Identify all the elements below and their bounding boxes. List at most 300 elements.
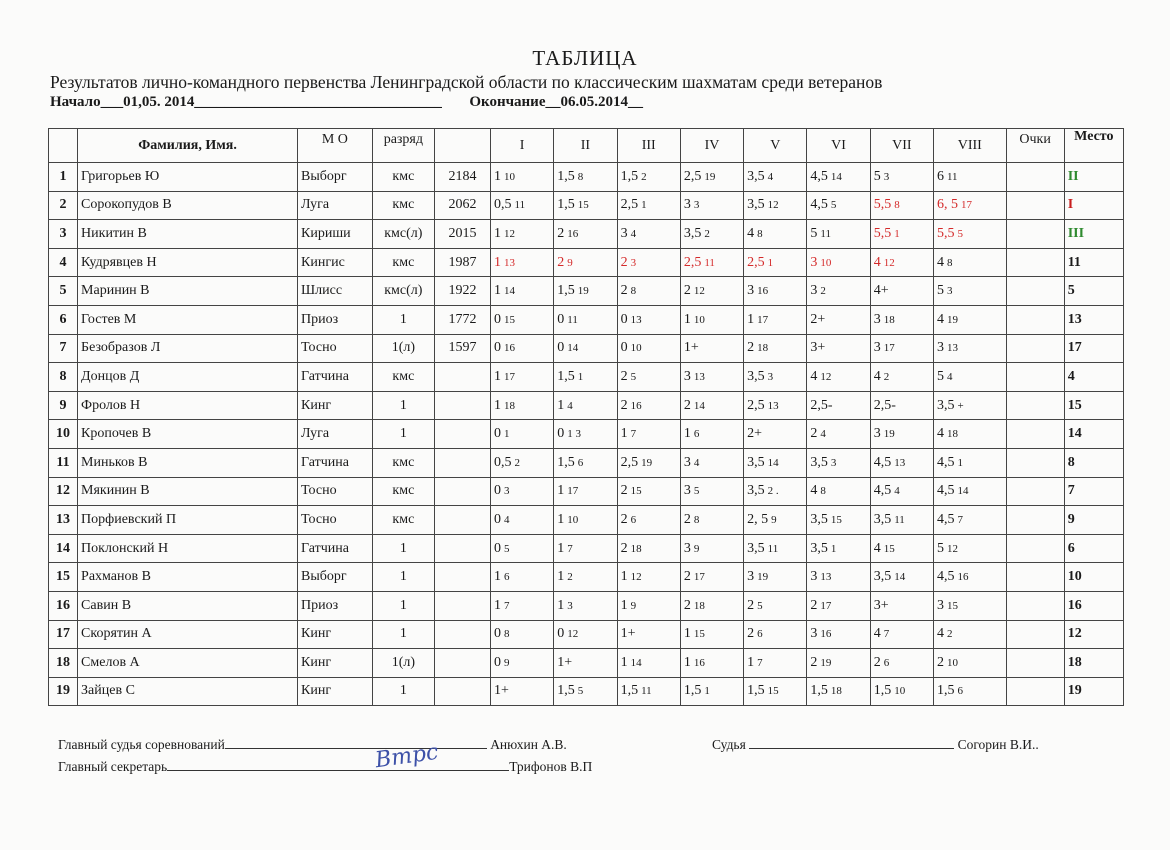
round-opponent: 1 (767, 256, 774, 269)
row-number: 19 (49, 677, 78, 706)
round-result (933, 620, 1006, 649)
round-result (491, 163, 554, 192)
round-score: 6 (936, 168, 944, 184)
round-score: 3+ (873, 597, 889, 613)
round-result (933, 534, 1006, 563)
round-result (870, 363, 933, 392)
header-round-2: II (554, 129, 617, 163)
round-result (870, 649, 933, 678)
table-row (49, 191, 1124, 220)
round-score: 0 (620, 340, 628, 356)
header-round-4: IV (680, 129, 743, 163)
round-opponent: 7 (504, 599, 510, 612)
round-result (807, 563, 870, 592)
round-score: 1 (494, 569, 501, 585)
round-result (744, 506, 807, 535)
header-num (49, 129, 78, 163)
player-points (1006, 191, 1064, 220)
round-result (680, 334, 743, 363)
round-opponent: 8 (504, 628, 510, 641)
round-opponent: 7 (883, 628, 890, 641)
round-score: 0 (494, 626, 501, 642)
table-row (49, 649, 1124, 678)
player-name: Миньков В (78, 448, 298, 477)
round-result (933, 448, 1006, 477)
round-score: 2 (683, 283, 691, 299)
row-number: 12 (49, 477, 78, 506)
round-score: 2 (620, 283, 628, 299)
round-score: 2,5 (683, 168, 702, 184)
secretary-label: Главный секретарь (58, 759, 168, 774)
doc-subtitle: Результатов лично-командного первенства Ленинградской области по классическим шахматам среди ветеранов (50, 72, 883, 92)
judge-label: Судья (712, 737, 746, 752)
round-score: 1 (620, 569, 628, 585)
round-score: 4,5 (810, 197, 828, 213)
round-opponent: 5 (830, 199, 837, 212)
round-score: 0 (557, 340, 565, 356)
round-opponent: 15 (946, 599, 958, 612)
round-opponent: 18 (757, 342, 769, 355)
round-result (491, 420, 554, 449)
round-result (680, 563, 743, 592)
end-label: Окончание (469, 94, 546, 110)
round-score: 2 (557, 254, 565, 270)
round-result (933, 477, 1006, 506)
round-result (554, 191, 617, 220)
player-mo: Кириши (298, 220, 373, 249)
player-rank: кмс (372, 506, 434, 535)
round-result (554, 620, 617, 649)
player-mo: Кинг (298, 649, 373, 678)
player-rank: 1 (372, 620, 434, 649)
round-score: 2,5 (747, 397, 765, 413)
round-result (617, 677, 680, 706)
round-score: 2 (620, 397, 628, 413)
round-opponent: 8 (630, 285, 637, 298)
round-score: 3 (747, 569, 755, 585)
round-result (933, 305, 1006, 334)
player-rating (434, 477, 490, 506)
player-place: 15 (1064, 391, 1123, 420)
round-result (554, 677, 617, 706)
round-score: 2 (873, 654, 881, 670)
round-result (617, 448, 680, 477)
round-result (933, 420, 1006, 449)
player-points (1006, 677, 1064, 706)
round-result (491, 248, 554, 277)
round-result (680, 391, 743, 420)
round-opponent: 15 (630, 485, 642, 498)
player-place: III (1064, 220, 1123, 249)
round-score: 2,5 (620, 197, 639, 213)
round-result (680, 534, 743, 563)
round-result (491, 220, 554, 249)
round-opponent: 12 (630, 571, 642, 584)
round-score: 3 (810, 626, 818, 642)
round-score: 3,5 (810, 511, 828, 527)
row-number: 10 (49, 420, 78, 449)
round-score: 2 (936, 654, 944, 670)
end-date: 06.05.2014 (560, 94, 628, 110)
round-score: 2+ (810, 311, 826, 327)
round-score: 0,5 (494, 197, 512, 213)
round-score: 3 (873, 340, 881, 356)
round-opponent: 16 (820, 628, 832, 641)
round-result (807, 620, 870, 649)
round-result (491, 563, 554, 592)
player-points (1006, 620, 1064, 649)
round-score: 0 (557, 426, 565, 442)
round-result (554, 305, 617, 334)
round-result (491, 477, 554, 506)
round-score: 0,5 (494, 454, 512, 470)
round-score: 1 (557, 511, 565, 527)
row-number: 18 (49, 649, 78, 678)
round-result (491, 677, 554, 706)
round-result (870, 477, 933, 506)
player-mo: Гатчина (298, 363, 373, 392)
round-result (617, 477, 680, 506)
round-score: 1 (494, 283, 501, 299)
round-result (807, 220, 870, 249)
player-place: 12 (1064, 620, 1123, 649)
round-score: 5 (936, 368, 944, 384)
round-opponent: 3 (504, 485, 510, 498)
player-name: Кудрявцев Н (78, 248, 298, 277)
round-score: 2 (683, 397, 691, 413)
round-result (807, 534, 870, 563)
round-opponent: 7 (630, 428, 637, 441)
round-result (744, 620, 807, 649)
player-points (1006, 334, 1064, 363)
round-score: 1,5 (683, 683, 702, 699)
round-result (617, 191, 680, 220)
secretary-signature: Втрс (373, 739, 440, 774)
round-opponent: 11 (514, 199, 526, 212)
secretary-line (58, 759, 592, 775)
round-opponent: 17 (883, 342, 895, 355)
round-opponent: 1 (504, 428, 510, 441)
round-result (870, 248, 933, 277)
round-result (491, 448, 554, 477)
round-opponent: 16 (957, 571, 969, 584)
player-place: 10 (1064, 563, 1123, 592)
round-result (680, 191, 743, 220)
round-score: 1,5 (557, 454, 575, 470)
round-result (554, 420, 617, 449)
row-number: 6 (49, 305, 78, 334)
player-mo: Кинг (298, 677, 373, 706)
round-opponent: 5 (693, 485, 700, 498)
round-opponent: 11 (946, 170, 958, 183)
round-score: 4 (810, 483, 818, 499)
player-rank: кмс(л) (372, 220, 434, 249)
round-result (870, 277, 933, 306)
round-result (870, 677, 933, 706)
round-score: 2,5- (873, 397, 896, 413)
round-opponent: 1 (641, 199, 647, 212)
round-opponent: 18 (830, 685, 842, 698)
round-opponent: 11 (704, 256, 715, 269)
round-score: 4,5 (936, 483, 955, 499)
round-result (554, 591, 617, 620)
round-score: 0 (494, 511, 501, 527)
player-name: Поклонский Н (78, 534, 298, 563)
round-opponent: 4 (820, 428, 826, 441)
round-result (680, 477, 743, 506)
round-score: 1 (494, 397, 501, 413)
round-opponent: 4 (630, 227, 637, 240)
round-score: 1 (620, 654, 628, 670)
player-points (1006, 591, 1064, 620)
round-score: 4,5 (936, 511, 955, 527)
table-row (49, 363, 1124, 392)
row-number: 4 (49, 248, 78, 277)
round-opponent: 8 (757, 227, 763, 240)
round-opponent: 2 . (767, 485, 779, 498)
round-score: 4,5 (936, 454, 955, 470)
player-rating (434, 563, 490, 592)
player-rating: 1772 (434, 305, 490, 334)
dates-line: Начало___01,05. 2014_________________________________ Окончание__06.05.2014__ (50, 94, 643, 110)
round-opponent: 18 (883, 313, 895, 326)
round-result (491, 391, 554, 420)
round-opponent: 2 (514, 456, 520, 469)
header-round-3: III (617, 129, 680, 163)
round-score: 2 (810, 597, 818, 613)
round-opponent: 15 (883, 542, 895, 555)
round-result (933, 363, 1006, 392)
row-number: 14 (49, 534, 78, 563)
round-opponent: 15 (577, 199, 589, 212)
round-result (933, 220, 1006, 249)
round-score: 2 (810, 426, 818, 442)
round-score: 1 (620, 426, 628, 442)
round-result (744, 591, 807, 620)
player-name: Зайцев С (78, 677, 298, 706)
round-opponent: 12 (946, 542, 958, 555)
player-mo: Тосно (298, 334, 373, 363)
player-mo: Тосно (298, 506, 373, 535)
round-score: 1,5 (873, 683, 892, 699)
row-number: 13 (49, 506, 78, 535)
round-result (933, 191, 1006, 220)
round-score: 4 (873, 626, 881, 642)
round-opponent: 14 (767, 456, 779, 469)
round-result (807, 305, 870, 334)
table-row (49, 248, 1124, 277)
round-score: 3 (683, 454, 691, 470)
round-result (554, 506, 617, 535)
round-opponent: 6 (757, 628, 763, 641)
player-place: 6 (1064, 534, 1123, 563)
round-score: 3,5 (747, 168, 765, 184)
round-score: 2 (683, 511, 691, 527)
round-opponent: 16 (504, 342, 515, 355)
table-row (49, 477, 1124, 506)
round-opponent: 10 (504, 170, 515, 183)
round-score: 1 (557, 397, 565, 413)
round-result (617, 391, 680, 420)
round-result (554, 391, 617, 420)
round-result (554, 563, 617, 592)
header-mo: М О (298, 129, 373, 163)
round-result (870, 591, 933, 620)
round-opponent: 9 (504, 656, 510, 669)
round-opponent: 12 (504, 227, 515, 240)
round-opponent: 12 (767, 199, 779, 212)
round-opponent: 7 (567, 542, 573, 555)
round-score: 5 (873, 168, 881, 184)
round-opponent: 9 (771, 513, 777, 526)
player-name: Скорятин А (78, 620, 298, 649)
round-opponent: 13 (693, 370, 705, 383)
round-score: 4 (936, 254, 944, 270)
round-opponent: 19 (946, 313, 958, 326)
round-result (870, 334, 933, 363)
round-score: 1 (494, 254, 501, 270)
round-result (870, 305, 933, 334)
round-opponent: 5 (577, 685, 584, 698)
round-opponent: 16 (757, 285, 769, 298)
round-opponent: 4 (894, 485, 900, 498)
row-number: 16 (49, 591, 78, 620)
player-place: 19 (1064, 677, 1123, 706)
table-row (49, 563, 1124, 592)
round-score: 1+ (683, 340, 699, 356)
start-date: 01,05. 2014 (123, 94, 195, 110)
round-result (870, 506, 933, 535)
round-score: 4 (936, 426, 944, 442)
player-rating: 1597 (434, 334, 490, 363)
round-opponent: 18 (693, 599, 705, 612)
round-opponent: 8 (946, 256, 953, 269)
player-mo: Кинг (298, 620, 373, 649)
round-score: 2 (620, 483, 628, 499)
round-score: 2 (620, 511, 628, 527)
round-opponent: 1 (830, 542, 837, 555)
chief-judge-label: Главный судья соревнований (58, 737, 225, 752)
round-opponent: 7 (757, 656, 763, 669)
round-score: 5,5 (936, 225, 955, 241)
round-opponent: 14 (957, 485, 969, 498)
round-score: 4 (936, 626, 944, 642)
player-rank: 1 (372, 591, 434, 620)
player-rank: кмс (372, 191, 434, 220)
header-round-1: I (491, 129, 554, 163)
round-result (617, 563, 680, 592)
round-opponent: 11 (567, 313, 578, 326)
round-score: 1 (494, 168, 501, 184)
round-score: 1 (683, 626, 691, 642)
round-score: 1,5 (810, 683, 828, 699)
player-rank: кмс (372, 248, 434, 277)
round-opponent: 19 (757, 571, 769, 584)
round-result (807, 649, 870, 678)
round-result (554, 477, 617, 506)
round-opponent: 4 (567, 399, 573, 412)
player-name: Гостев М (78, 305, 298, 334)
round-score: 2, 5 (747, 511, 769, 527)
player-name: Сорокопудов В (78, 191, 298, 220)
player-rating: 2062 (434, 191, 490, 220)
round-opponent: 10 (820, 256, 832, 269)
round-opponent: 10 (567, 513, 579, 526)
header-round-8: VIII (933, 129, 1006, 163)
round-result (744, 448, 807, 477)
round-result (807, 391, 870, 420)
round-result (744, 563, 807, 592)
round-result (617, 649, 680, 678)
player-place: 5 (1064, 277, 1123, 306)
player-rank: кмс (372, 363, 434, 392)
round-result (744, 677, 807, 706)
round-result (744, 534, 807, 563)
round-score: 1,5 (557, 683, 575, 699)
round-opponent: 3 (883, 170, 890, 183)
player-mo: Гатчина (298, 534, 373, 563)
player-rank: кмс (372, 448, 434, 477)
round-result (617, 534, 680, 563)
table-row (49, 391, 1124, 420)
round-score: 4,5 (810, 168, 828, 184)
round-result (617, 591, 680, 620)
doc-title: ТАБЛИЦА (532, 46, 638, 70)
round-result (807, 477, 870, 506)
player-rating: 1987 (434, 248, 490, 277)
round-result (680, 363, 743, 392)
round-opponent: 19 (883, 428, 895, 441)
player-name: Григорьев Ю (78, 163, 298, 192)
player-rating (434, 677, 490, 706)
round-score: 4,5 (873, 483, 892, 499)
round-score: 2,5 (620, 454, 639, 470)
judge-line (712, 737, 1039, 753)
header-rating (434, 129, 490, 163)
round-score: 1 (747, 311, 755, 327)
round-opponent: 5 (630, 370, 637, 383)
header-round-6: VI (807, 129, 870, 163)
player-mo: Кингис (298, 248, 373, 277)
round-opponent: 1 (704, 685, 710, 698)
header-rank: разряд (372, 129, 434, 163)
round-opponent: 6 (577, 456, 584, 469)
round-opponent: 14 (504, 285, 515, 298)
player-mo: Гатчина (298, 448, 373, 477)
player-points (1006, 506, 1064, 535)
round-score: 3,5 (873, 511, 892, 527)
round-score: 2,5- (810, 397, 833, 413)
round-score: 3,5 (936, 397, 955, 413)
round-score: 0 (557, 311, 565, 327)
round-score: 2 (747, 626, 755, 642)
row-number: 9 (49, 391, 78, 420)
round-score: 3 (936, 597, 944, 613)
round-result (554, 363, 617, 392)
table-row (49, 220, 1124, 249)
round-score: 1,5 (936, 683, 955, 699)
player-rating: 2015 (434, 220, 490, 249)
round-score: 1+ (557, 654, 573, 670)
round-result (807, 163, 870, 192)
player-place: 11 (1064, 248, 1123, 277)
round-opponent: 3 (693, 199, 700, 212)
player-name: Фролов Н (78, 391, 298, 420)
round-score: 2 (683, 597, 691, 613)
round-result (554, 163, 617, 192)
round-result (554, 220, 617, 249)
round-result (933, 248, 1006, 277)
